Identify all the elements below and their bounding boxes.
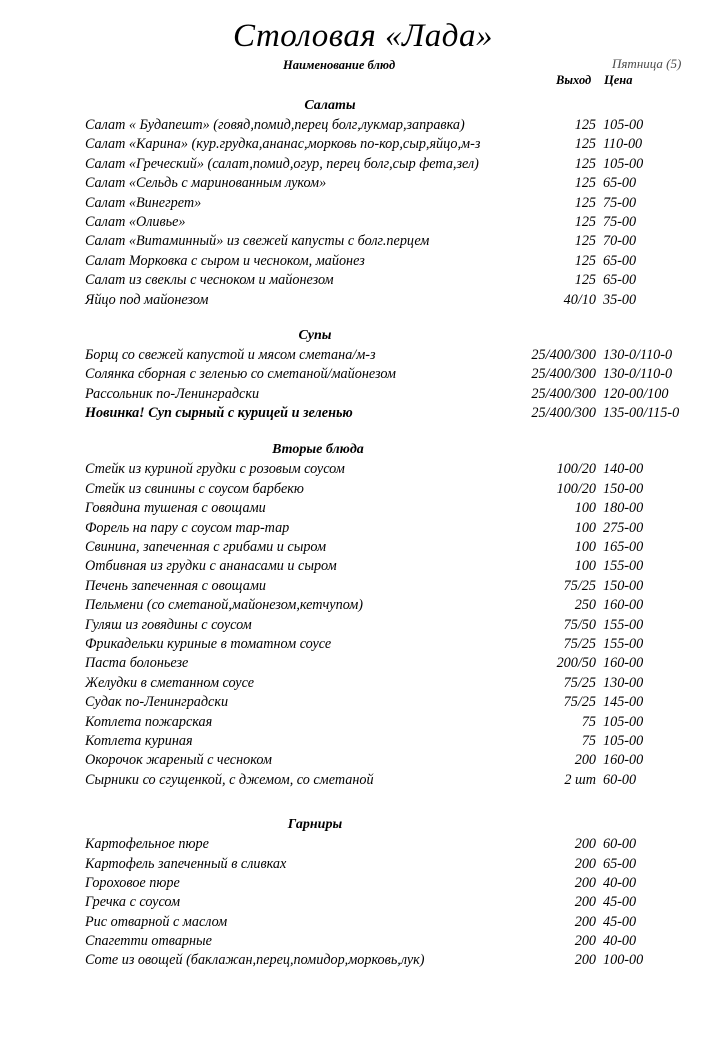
dish-price: 105-00 — [603, 713, 644, 730]
section-title: Вторые блюда — [272, 442, 364, 458]
dish-name: Новинка! Суп сырный с курицей и зеленью — [85, 405, 353, 422]
menu-row — [0, 732, 726, 751]
page-title: Столовая «Лада» — [232, 18, 493, 54]
dish-output: 250 — [574, 597, 596, 614]
dish-price: 70-00 — [603, 233, 637, 250]
dish-price: 160-00 — [603, 597, 644, 614]
dish-output: 200 — [574, 913, 596, 930]
dish-name: Фрикадельки куриные в томатном соусе — [85, 635, 332, 652]
dish-output: 125 — [574, 194, 596, 211]
menu-row — [0, 346, 726, 365]
dish-name: Отбивная из грудки с ананасами и сыром — [85, 558, 337, 575]
dish-name: Котлета пожарская — [85, 713, 213, 730]
menu-row — [0, 365, 726, 384]
menu-row — [0, 932, 726, 951]
dish-price: 65-00 — [603, 272, 637, 289]
section-soups — [0, 328, 726, 424]
menu-row — [0, 194, 726, 213]
dish-name: Картофельное пюре — [85, 836, 209, 853]
dish-output: 125 — [574, 213, 596, 230]
section-rows — [0, 346, 726, 424]
dish-name: Салат «Оливье» — [85, 213, 186, 230]
dish-name: Стейк из куриной грудки с розовым соусом — [85, 461, 345, 478]
dish-price: 65-00 — [603, 252, 637, 269]
dish-output: 75/25 — [563, 694, 596, 711]
menu-row — [0, 951, 726, 970]
dish-name: Яйцо под майонезом — [85, 291, 209, 308]
dish-price: 60-00 — [603, 836, 637, 853]
dish-output: 75/25 — [563, 674, 596, 691]
dish-price: 150-00 — [603, 480, 644, 497]
dish-name: Салат «Греческий» (салат,помид,огур, перец болг,сыр фета,зел) — [85, 155, 479, 172]
dish-output: 100 — [574, 500, 596, 517]
dish-name: Салат из свеклы с чесноком и майонезом — [85, 272, 334, 289]
dish-name: Картофель запеченный в сливках — [85, 855, 287, 872]
menu-row — [0, 635, 726, 654]
dish-output: 200 — [574, 933, 596, 950]
section-title: Гарниры — [287, 817, 343, 833]
dish-output: 100/20 — [556, 480, 596, 497]
menu-row — [0, 771, 726, 790]
weekday-label: Пятница (5) — [612, 56, 682, 71]
dish-price: 110-00 — [603, 136, 643, 153]
dish-price: 130-0/110-0 — [603, 346, 673, 363]
dish-name: Форель на пару с соусом тар-тар — [85, 519, 290, 536]
output-column-header: Выход — [556, 73, 592, 87]
dish-output: 75 — [581, 713, 596, 730]
dish-price: 105-00 — [603, 155, 644, 172]
dish-name: Пельмени (со сметаной,майонезом,кетчупом) — [85, 597, 364, 614]
dish-name: Солянка сборная с зеленью со сметаной/майонезом — [85, 366, 396, 383]
dish-price: 155-00 — [603, 558, 644, 575]
dish-output: 125 — [574, 252, 596, 269]
dish-output: 25/400/300 — [531, 405, 596, 422]
dish-price: 60-00 — [603, 771, 637, 788]
menu-row — [0, 577, 726, 596]
dish-price: 120-00/100 — [603, 385, 669, 402]
section-rows — [0, 116, 726, 310]
dish-output: 100 — [574, 558, 596, 575]
names-column-header: Наименование блюд — [283, 58, 396, 72]
dish-price: 140-00 — [603, 461, 644, 478]
dish-name: Окорочок жареный с чесноком — [85, 752, 272, 769]
dish-price: 100-00 — [603, 952, 644, 969]
dish-output: 200 — [574, 952, 596, 969]
price-column-header: Цена — [604, 73, 633, 87]
menu-row — [0, 232, 726, 251]
dish-price: 65-00 — [603, 175, 637, 192]
dish-output: 125 — [574, 272, 596, 289]
menu-row — [0, 480, 726, 499]
menu-row — [0, 596, 726, 615]
section-garnishes — [0, 817, 726, 971]
dish-price: 45-00 — [603, 894, 637, 911]
dish-price: 45-00 — [603, 913, 637, 930]
dish-output: 125 — [574, 233, 596, 250]
menu-row — [0, 616, 726, 635]
dish-output: 100 — [574, 539, 596, 556]
dish-output: 75 — [581, 732, 596, 749]
dish-price: 35-00 — [603, 291, 637, 308]
column-headers — [0, 58, 726, 98]
dish-name: Паста болоньезе — [85, 655, 189, 672]
dish-price: 105-00 — [603, 117, 644, 133]
dish-output: 25/400/300 — [531, 385, 596, 402]
dish-price: 135-00/115-0 — [603, 405, 680, 422]
dish-price: 155-00 — [603, 635, 644, 652]
dish-price: 75-00 — [603, 194, 637, 211]
dish-price: 130-0/110-0 — [603, 366, 673, 383]
dish-output: 125 — [574, 155, 596, 172]
menu-row — [0, 557, 726, 576]
dish-output: 200 — [574, 752, 596, 769]
menu-row — [0, 835, 726, 854]
dish-price: 65-00 — [603, 855, 637, 872]
dish-output: 125 — [574, 175, 596, 192]
menu-row — [0, 674, 726, 693]
dish-price: 40-00 — [603, 933, 637, 950]
dish-price: 105-00 — [603, 732, 644, 749]
menu-row — [0, 874, 726, 893]
menu-row — [0, 174, 726, 193]
dish-output: 200/50 — [556, 655, 596, 672]
dish-output: 125 — [574, 117, 596, 133]
section-title: Супы — [298, 327, 332, 343]
dish-name: Желудки в сметанном соусе — [85, 674, 255, 691]
dish-name: Салат «Витаминный» из свежей капусты с болг.перцем — [85, 233, 430, 250]
dish-price: 160-00 — [603, 655, 644, 672]
dish-name: Стейк из свинины с соусом барбекю — [85, 480, 304, 497]
dish-output: 75/50 — [563, 616, 596, 633]
dish-output: 25/400/300 — [531, 366, 596, 383]
menu-row — [0, 404, 726, 423]
menu-row — [0, 713, 726, 732]
dish-output: 200 — [574, 874, 596, 891]
menu-row — [0, 751, 726, 770]
spacer — [0, 790, 726, 817]
section-title: Салаты — [304, 98, 356, 113]
dish-name: Свинина, запеченная с грибами и сыром — [85, 539, 327, 556]
menu-row — [0, 460, 726, 479]
menu-row — [0, 499, 726, 518]
dish-name: Котлета куриная — [85, 732, 193, 749]
dish-name: Салат «Карина» (кур.грудка,ананас,морковь по-кор,сыр,яйцо,м-з — [85, 136, 481, 153]
menu-row — [0, 893, 726, 912]
dish-output: 2 шт — [564, 771, 596, 788]
menu-row — [0, 135, 726, 154]
dish-price: 180-00 — [603, 500, 644, 517]
dish-name: Салат «Винегрет» — [85, 194, 202, 211]
dish-output: 75/25 — [563, 635, 596, 652]
dish-name: Сырники со сгущенкой, с джемом, со сметаной — [85, 771, 374, 788]
dish-name: Гуляш из говядины с соусом — [85, 616, 252, 633]
menu-row — [0, 693, 726, 712]
dish-name: Салат «Сельдь с маринованным луком» — [85, 175, 327, 192]
menu-row — [0, 855, 726, 874]
section-rows — [0, 835, 726, 971]
dish-name: Спагетти отварные — [85, 933, 212, 950]
section-rows — [0, 460, 726, 790]
dish-name: Гороховое пюре — [85, 874, 180, 891]
dish-price: 275-00 — [603, 519, 644, 536]
dish-name: Соте из овощей (баклажан,перец,помидор,морковь,лук) — [85, 952, 425, 969]
dish-output: 125 — [574, 136, 596, 153]
dish-name: Печень запеченная с овощами — [85, 577, 266, 594]
dish-output: 40/10 — [563, 291, 596, 308]
dish-price: 160-00 — [603, 752, 644, 769]
dish-price: 165-00 — [603, 539, 644, 556]
menu-row — [0, 252, 726, 271]
section-salads — [0, 98, 726, 310]
dish-price: 150-00 — [603, 577, 644, 594]
dish-output: 100 — [574, 519, 596, 536]
dish-name: Рассольник по-Ленинградски — [85, 385, 260, 402]
dish-output: 200 — [574, 855, 596, 872]
spacer — [0, 310, 726, 328]
menu-row — [0, 654, 726, 673]
dish-name: Судак по-Ленинградски — [85, 694, 229, 711]
section-main-dishes — [0, 442, 726, 790]
dish-output: 100/20 — [556, 461, 596, 478]
spacer — [0, 423, 726, 442]
menu-row — [0, 291, 726, 310]
menu-row — [0, 385, 726, 404]
dish-name: Салат Морковка с сыром и чесноком, майонез — [85, 252, 365, 269]
dish-name: Борщ со свежей капустой и мясом сметана/м-з — [85, 346, 376, 363]
menu-row — [0, 519, 726, 538]
dish-output: 200 — [574, 894, 596, 911]
dish-price: 75-00 — [603, 213, 637, 230]
menu-page — [0, 16, 726, 1040]
dish-price: 155-00 — [603, 616, 644, 633]
dish-name: Салат « Будапешт» (говяд,помид,перец болг,лукмар,заправка) — [85, 117, 465, 133]
dish-output: 75/25 — [563, 577, 596, 594]
menu-row — [0, 213, 726, 232]
dish-name: Рис отварной с маслом — [85, 913, 228, 930]
dish-price: 130-00 — [603, 674, 644, 691]
dish-name: Гречка с соусом — [85, 894, 181, 911]
dish-price: 145-00 — [603, 694, 644, 711]
menu-row — [0, 913, 726, 932]
dish-output: 200 — [574, 836, 596, 853]
menu-row — [0, 271, 726, 290]
menu-row — [0, 116, 726, 135]
menu-row — [0, 538, 726, 557]
dish-output: 25/400/300 — [531, 346, 596, 363]
menu-row — [0, 155, 726, 174]
dish-name: Говядина тушеная с овощами — [85, 500, 266, 517]
dish-price: 40-00 — [603, 874, 637, 891]
